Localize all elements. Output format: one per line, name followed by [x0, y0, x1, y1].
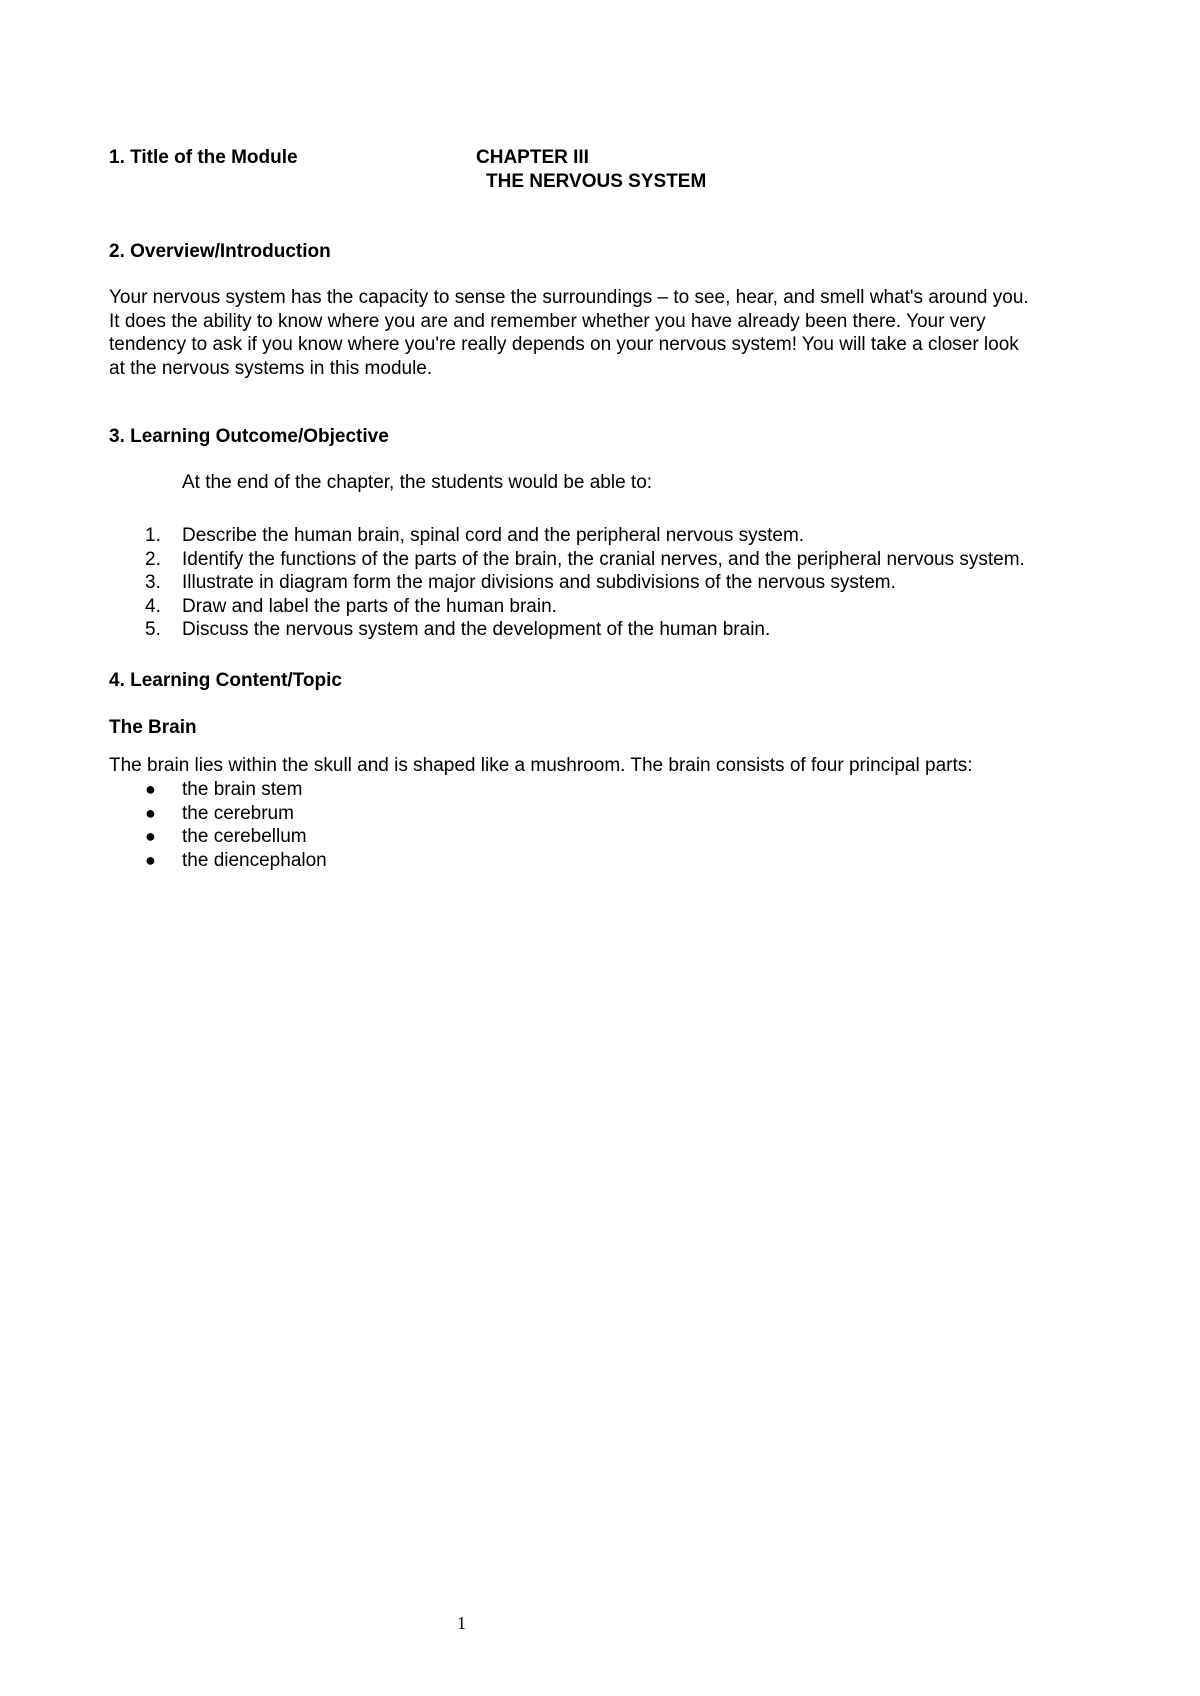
list-item [109, 595, 1129, 619]
list-item-text: the cerebrum [182, 802, 294, 824]
topic-intro: The brain lies within the skull and is shaped like a mushroom. The brain consists of four principal parts: [109, 755, 973, 776]
list-item-text: Describe the human brain, spinal cord and the peripheral nervous system. [182, 525, 805, 546]
list-item-text: Draw and label the parts of the human brain. [182, 595, 557, 617]
list-item [109, 524, 1129, 548]
list-number: 5. [145, 619, 161, 640]
list-item [109, 825, 327, 849]
list-item-text: Illustrate in diagram form the major divisions and subdivisions of the nervous system. [182, 572, 896, 593]
list-number: 3. [145, 572, 161, 593]
list-item [109, 618, 1129, 642]
list-item [109, 849, 327, 873]
overview-line: at the nervous systems in this module. [109, 357, 433, 379]
module-title-heading: 1. Title of the Module [109, 147, 298, 168]
list-item [109, 802, 327, 826]
list-number: 4. [145, 595, 161, 617]
overview-line: It does the ability to know where you are and remember whether you have already been there. Your very [109, 310, 986, 332]
list-item-text: Identify the functions of the parts of the brain, the cranial nerves, and the peripheral nervous system. [182, 548, 1025, 570]
objectives-heading: 3. Learning Outcome/Objective [109, 426, 389, 447]
bullet-icon: ● [145, 802, 156, 823]
list-item-text: the cerebellum [182, 826, 307, 847]
page-number: 1 [457, 1613, 466, 1633]
overview-line: Your nervous system has the capacity to sense the surroundings – to see, hear, and smell what's around you. [109, 287, 1029, 308]
objectives-intro: At the end of the chapter, the students would be able to: [182, 472, 653, 493]
bullet-icon: ● [145, 826, 156, 846]
brain-parts-list [109, 778, 327, 872]
list-number: 1. [145, 525, 161, 546]
list-item [109, 571, 1129, 595]
overview-heading: 2. Overview/Introduction [109, 241, 331, 262]
topic-subheading: The Brain [109, 717, 197, 738]
chapter-label: CHAPTER III [476, 147, 589, 168]
bullet-icon: ● [145, 849, 156, 870]
objectives-list [109, 524, 1129, 642]
list-item [109, 548, 1129, 572]
list-item-text: the diencephalon [182, 849, 327, 871]
list-item-text: the brain stem [182, 779, 303, 800]
overview-paragraph [109, 286, 1109, 380]
list-number: 2. [145, 548, 161, 570]
list-item-text: Discuss the nervous system and the development of the human brain. [182, 619, 771, 640]
chapter-subtitle: THE NERVOUS SYSTEM [486, 171, 707, 192]
bullet-icon: ● [145, 779, 156, 799]
list-item [109, 778, 327, 802]
content-heading: 4. Learning Content/Topic [109, 670, 342, 691]
overview-line: tendency to ask if you know where you're really depends on your nervous system! You will take a closer look [109, 334, 1019, 355]
